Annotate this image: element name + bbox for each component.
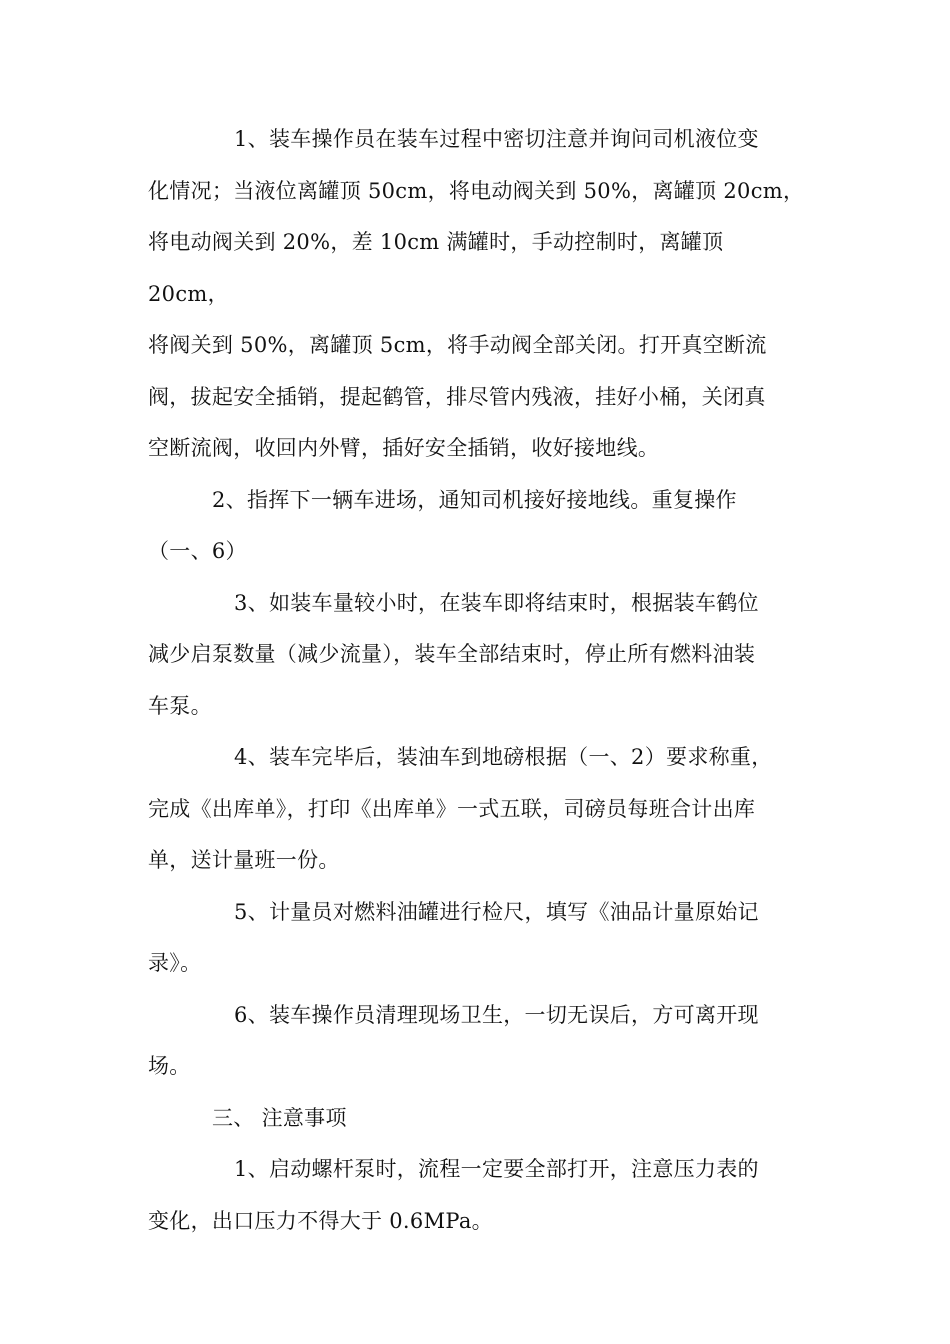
paragraph-step-2: 2、指挥下一辆车进场，通知司机接好接地线。重复操作 （一、6）	[148, 487, 737, 563]
paragraph-step-3: 3、如装车量较小时，在装车即将结束时，根据装车鹤位 减少启泵数量（减少流量），装车全部结束时，停止所有燃料油装 车泵。	[148, 590, 759, 718]
paragraph-step-1: 1、装车操作员在装车过程中密切注意并询问司机液位变 化情况；当液位离罐顶 50cm，将电动阀关到 50%，离罐顶 20cm， 将电动阀关到 20%，差 10cm 满罐时，手动控制时，离罐顶 20cm， 将阀关到 50%，离罐顶 5cm，将手动阀全部关闭。打开真空断流 阀，拔起安全插销，提起鹤管，排尽管内残液，挂好小桶，关闭真 空断流阀，收回内外臂，插好安全插销，收好接地线。	[148, 127, 805, 460]
paragraph-step-4: 4、装车完毕后，装油车到地磅根据（一、2）要求称重， 完成《出库单》，打印《出库单》一式五联，司磅员每班合计出库 单，送计量班一份。	[148, 745, 773, 872]
note-1: 1、启动螺杆泵时，流程一定要全部打开，注意压力表的 变化，出口压力不得大于 0.6MPa。	[148, 1157, 759, 1233]
document-body	[148, 114, 808, 1247]
paragraph-step-6: 6、装车操作员清理现场卫生，一切无误后，方可离开现 场。	[148, 1002, 759, 1078]
section-heading: 三、 注意事项	[212, 1105, 347, 1130]
paragraph-step-5: 5、计量员对燃料油罐进行检尺，填写《油品计量原始记 录》。	[148, 899, 759, 975]
